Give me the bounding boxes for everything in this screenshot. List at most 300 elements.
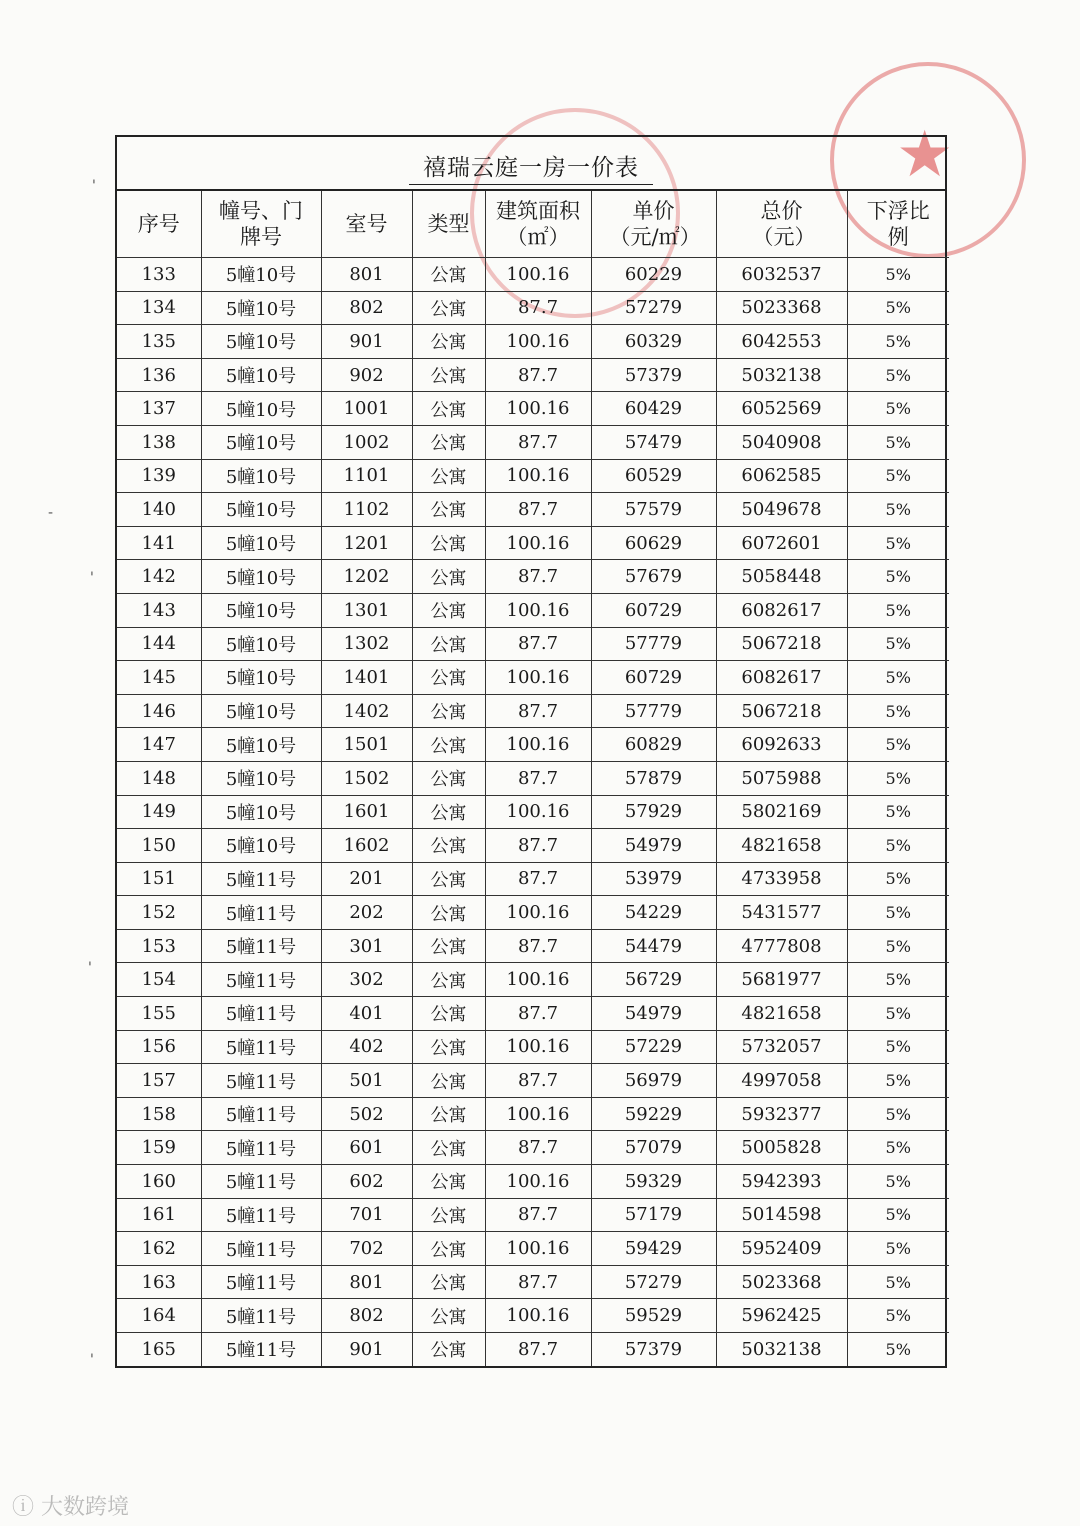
cell-type: 公寓 [412, 459, 485, 493]
cell-seq: 149 [117, 795, 201, 829]
cell-seq: 163 [117, 1265, 201, 1299]
cell-seq: 153 [117, 929, 201, 963]
cell-type: 公寓 [412, 1030, 485, 1064]
cell-unit-price: 60529 [591, 459, 716, 493]
cell-area: 100.16 [485, 661, 591, 695]
table-row [117, 1232, 949, 1266]
cell-discount: 5% [847, 1097, 949, 1131]
table-row [117, 493, 949, 527]
cell-total-price: 5431577 [716, 896, 847, 930]
cell-unit-price: 60729 [591, 661, 716, 695]
cell-unit-price: 59429 [591, 1232, 716, 1266]
cell-room: 602 [321, 1165, 412, 1199]
page-title: 禧瑞云庭一房一价表 [409, 149, 653, 185]
cell-seq: 157 [117, 1064, 201, 1098]
cell-unit-price: 53979 [591, 862, 716, 896]
cell-room: 501 [321, 1064, 412, 1098]
cell-building: 5幢11号 [201, 1299, 321, 1333]
cell-seq: 159 [117, 1131, 201, 1165]
cell-type: 公寓 [412, 291, 485, 325]
table-row [117, 997, 949, 1031]
cell-area: 100.16 [485, 1097, 591, 1131]
cell-discount: 5% [847, 997, 949, 1031]
cell-building: 5幢10号 [201, 493, 321, 527]
cell-discount: 5% [847, 929, 949, 963]
cell-unit-price: 57179 [591, 1198, 716, 1232]
table-row [117, 526, 949, 560]
cell-type: 公寓 [412, 795, 485, 829]
scan-speck: - [48, 505, 54, 521]
cell-unit-price: 57379 [591, 1333, 716, 1366]
cell-area: 87.7 [485, 829, 591, 863]
cell-type: 公寓 [412, 829, 485, 863]
cell-type: 公寓 [412, 560, 485, 594]
cell-unit-price: 57079 [591, 1131, 716, 1165]
table-row [117, 829, 949, 863]
cell-room: 1102 [321, 493, 412, 527]
table-row [117, 560, 949, 594]
cell-unit-price: 57479 [591, 425, 716, 459]
cell-seq: 151 [117, 862, 201, 896]
table-row [117, 1165, 949, 1199]
cell-type: 公寓 [412, 661, 485, 695]
cell-room: 1001 [321, 392, 412, 426]
cell-seq: 146 [117, 694, 201, 728]
header-area: 建筑面积（㎡） [485, 191, 591, 258]
seal-star-icon: ★ [896, 118, 954, 192]
cell-seq: 160 [117, 1165, 201, 1199]
table-row [117, 661, 949, 695]
cell-seq: 148 [117, 761, 201, 795]
cell-unit-price: 57579 [591, 493, 716, 527]
cell-building: 5幢11号 [201, 1265, 321, 1299]
cell-room: 801 [321, 258, 412, 292]
cell-discount: 5% [847, 1232, 949, 1266]
cell-seq: 152 [117, 896, 201, 930]
cell-total-price: 5058448 [716, 560, 847, 594]
cell-room: 202 [321, 896, 412, 930]
cell-unit-price: 59329 [591, 1165, 716, 1199]
table-row [117, 291, 949, 325]
cell-area: 87.7 [485, 929, 591, 963]
cell-unit-price: 60629 [591, 526, 716, 560]
table-row [117, 761, 949, 795]
cell-unit-price: 54229 [591, 896, 716, 930]
cell-unit-price: 57279 [591, 1265, 716, 1299]
cell-room: 1201 [321, 526, 412, 560]
cell-discount: 5% [847, 291, 949, 325]
cell-discount: 5% [847, 627, 949, 661]
cell-building: 5幢11号 [201, 1198, 321, 1232]
cell-room: 1002 [321, 425, 412, 459]
cell-room: 601 [321, 1131, 412, 1165]
cell-area: 100.16 [485, 1299, 591, 1333]
cell-unit-price: 57929 [591, 795, 716, 829]
cell-total-price: 5942393 [716, 1165, 847, 1199]
cell-area: 100.16 [485, 392, 591, 426]
cell-seq: 150 [117, 829, 201, 863]
cell-area: 87.7 [485, 425, 591, 459]
cell-type: 公寓 [412, 963, 485, 997]
cell-building: 5幢11号 [201, 1064, 321, 1098]
cell-seq: 136 [117, 358, 201, 392]
cell-unit-price: 60329 [591, 325, 716, 359]
cell-total-price: 6072601 [716, 526, 847, 560]
cell-total-price: 5023368 [716, 291, 847, 325]
cell-total-price: 5032138 [716, 358, 847, 392]
cell-area: 87.7 [485, 1333, 591, 1366]
table-row [117, 896, 949, 930]
cell-area: 100.16 [485, 963, 591, 997]
cell-building: 5幢10号 [201, 291, 321, 325]
cell-building: 5幢10号 [201, 258, 321, 292]
cell-unit-price: 57679 [591, 560, 716, 594]
cell-total-price: 4997058 [716, 1064, 847, 1098]
cell-discount: 5% [847, 1030, 949, 1064]
cell-discount: 5% [847, 425, 949, 459]
cell-total-price: 6052569 [716, 392, 847, 426]
cell-type: 公寓 [412, 627, 485, 661]
cell-area: 87.7 [485, 1265, 591, 1299]
cell-room: 802 [321, 1299, 412, 1333]
cell-area: 100.16 [485, 593, 591, 627]
cell-room: 701 [321, 1198, 412, 1232]
cell-discount: 5% [847, 493, 949, 527]
cell-total-price: 6042553 [716, 325, 847, 359]
cell-discount: 5% [847, 862, 949, 896]
cell-discount: 5% [847, 1333, 949, 1366]
cell-seq: 142 [117, 560, 201, 594]
cell-discount: 5% [847, 526, 949, 560]
header-total-price: 总价（元） [716, 191, 847, 258]
table-row [117, 1265, 949, 1299]
cell-room: 502 [321, 1097, 412, 1131]
cell-total-price: 6082617 [716, 593, 847, 627]
table-row [117, 1198, 949, 1232]
cell-room: 1602 [321, 829, 412, 863]
cell-building: 5幢11号 [201, 862, 321, 896]
cell-discount: 5% [847, 560, 949, 594]
cell-area: 100.16 [485, 1030, 591, 1064]
table-row [117, 728, 949, 762]
cell-area: 87.7 [485, 1131, 591, 1165]
cell-area: 100.16 [485, 459, 591, 493]
cell-total-price: 4777808 [716, 929, 847, 963]
cell-seq: 138 [117, 425, 201, 459]
cell-room: 1302 [321, 627, 412, 661]
cell-building: 5幢10号 [201, 829, 321, 863]
cell-discount: 5% [847, 829, 949, 863]
scan-speck: ' [88, 960, 92, 976]
cell-unit-price: 56729 [591, 963, 716, 997]
cell-total-price: 5932377 [716, 1097, 847, 1131]
cell-discount: 5% [847, 1265, 949, 1299]
cell-room: 901 [321, 325, 412, 359]
cell-room: 902 [321, 358, 412, 392]
cell-discount: 5% [847, 325, 949, 359]
cell-total-price: 6082617 [716, 661, 847, 695]
cell-discount: 5% [847, 963, 949, 997]
cell-area: 100.16 [485, 728, 591, 762]
table-row [117, 358, 949, 392]
watermark-icon: ⓘ [12, 1495, 35, 1520]
cell-discount: 5% [847, 896, 949, 930]
cell-room: 801 [321, 1265, 412, 1299]
table-row [117, 1131, 949, 1165]
table-row [117, 1030, 949, 1064]
cell-area: 100.16 [485, 258, 591, 292]
cell-room: 1101 [321, 459, 412, 493]
table-row [117, 1097, 949, 1131]
cell-room: 201 [321, 862, 412, 896]
table-row [117, 1333, 949, 1366]
cell-type: 公寓 [412, 1131, 485, 1165]
cell-unit-price: 54979 [591, 829, 716, 863]
cell-discount: 5% [847, 761, 949, 795]
cell-total-price: 5049678 [716, 493, 847, 527]
cell-total-price: 6092633 [716, 728, 847, 762]
cell-room: 1502 [321, 761, 412, 795]
cell-discount: 5% [847, 1299, 949, 1333]
table-row [117, 459, 949, 493]
cell-area: 87.7 [485, 493, 591, 527]
cell-total-price: 5014598 [716, 1198, 847, 1232]
cell-total-price: 5802169 [716, 795, 847, 829]
table-row [117, 627, 949, 661]
cell-seq: 137 [117, 392, 201, 426]
cell-area: 87.7 [485, 1064, 591, 1098]
cell-area: 87.7 [485, 1198, 591, 1232]
cell-unit-price: 60729 [591, 593, 716, 627]
cell-building: 5幢11号 [201, 929, 321, 963]
cell-building: 5幢11号 [201, 997, 321, 1031]
table-row [117, 325, 949, 359]
table-row [117, 1299, 949, 1333]
cell-seq: 158 [117, 1097, 201, 1131]
cell-type: 公寓 [412, 1299, 485, 1333]
cell-total-price: 5067218 [716, 694, 847, 728]
cell-discount: 5% [847, 593, 949, 627]
cell-room: 901 [321, 1333, 412, 1366]
cell-discount: 5% [847, 358, 949, 392]
table-row [117, 929, 949, 963]
cell-building: 5幢11号 [201, 896, 321, 930]
cell-area: 87.7 [485, 627, 591, 661]
cell-unit-price: 59229 [591, 1097, 716, 1131]
cell-discount: 5% [847, 459, 949, 493]
cell-type: 公寓 [412, 1232, 485, 1266]
cell-type: 公寓 [412, 258, 485, 292]
cell-building: 5幢11号 [201, 1333, 321, 1366]
cell-total-price: 5005828 [716, 1131, 847, 1165]
cell-building: 5幢11号 [201, 963, 321, 997]
cell-seq: 156 [117, 1030, 201, 1064]
table-row [117, 963, 949, 997]
header-room: 室号 [321, 191, 412, 258]
cell-seq: 164 [117, 1299, 201, 1333]
cell-type: 公寓 [412, 392, 485, 426]
cell-unit-price: 57279 [591, 291, 716, 325]
cell-room: 1202 [321, 560, 412, 594]
cell-type: 公寓 [412, 728, 485, 762]
cell-total-price: 4733958 [716, 862, 847, 896]
cell-area: 87.7 [485, 291, 591, 325]
cell-unit-price: 57779 [591, 627, 716, 661]
cell-discount: 5% [847, 728, 949, 762]
cell-type: 公寓 [412, 1165, 485, 1199]
cell-building: 5幢10号 [201, 425, 321, 459]
cell-seq: 139 [117, 459, 201, 493]
cell-area: 100.16 [485, 526, 591, 560]
cell-building: 5幢10号 [201, 728, 321, 762]
table-row [117, 425, 949, 459]
cell-type: 公寓 [412, 896, 485, 930]
title-row [117, 137, 945, 191]
cell-discount: 5% [847, 392, 949, 426]
cell-area: 87.7 [485, 997, 591, 1031]
cell-building: 5幢10号 [201, 358, 321, 392]
table-header-row [117, 191, 949, 258]
cell-building: 5幢10号 [201, 392, 321, 426]
cell-total-price: 5962425 [716, 1299, 847, 1333]
cell-area: 87.7 [485, 694, 591, 728]
cell-total-price: 5023368 [716, 1265, 847, 1299]
cell-type: 公寓 [412, 862, 485, 896]
cell-type: 公寓 [412, 593, 485, 627]
table-row [117, 392, 949, 426]
cell-type: 公寓 [412, 694, 485, 728]
cell-area: 100.16 [485, 896, 591, 930]
cell-type: 公寓 [412, 425, 485, 459]
price-table [117, 191, 949, 1366]
cell-unit-price: 57779 [591, 694, 716, 728]
cell-unit-price: 60429 [591, 392, 716, 426]
cell-type: 公寓 [412, 1265, 485, 1299]
scan-speck: ' [92, 178, 96, 194]
cell-discount: 5% [847, 1165, 949, 1199]
cell-room: 1401 [321, 661, 412, 695]
cell-total-price: 5681977 [716, 963, 847, 997]
header-discount: 下浮比例 [847, 191, 949, 258]
table-row [117, 862, 949, 896]
cell-seq: 165 [117, 1333, 201, 1366]
cell-type: 公寓 [412, 325, 485, 359]
cell-seq: 155 [117, 997, 201, 1031]
cell-unit-price: 60829 [591, 728, 716, 762]
table-row [117, 258, 949, 292]
cell-building: 5幢10号 [201, 459, 321, 493]
cell-area: 100.16 [485, 795, 591, 829]
cell-building: 5幢10号 [201, 560, 321, 594]
cell-discount: 5% [847, 795, 949, 829]
cell-discount: 5% [847, 1064, 949, 1098]
cell-type: 公寓 [412, 358, 485, 392]
cell-building: 5幢10号 [201, 661, 321, 695]
cell-total-price: 5040908 [716, 425, 847, 459]
cell-type: 公寓 [412, 1064, 485, 1098]
cell-type: 公寓 [412, 761, 485, 795]
cell-area: 100.16 [485, 325, 591, 359]
cell-discount: 5% [847, 694, 949, 728]
cell-unit-price: 54479 [591, 929, 716, 963]
cell-room: 1402 [321, 694, 412, 728]
cell-total-price: 4821658 [716, 997, 847, 1031]
cell-unit-price: 60229 [591, 258, 716, 292]
header-seq: 序号 [117, 191, 201, 258]
cell-building: 5幢10号 [201, 795, 321, 829]
cell-discount: 5% [847, 661, 949, 695]
cell-building: 5幢11号 [201, 1030, 321, 1064]
cell-room: 1601 [321, 795, 412, 829]
cell-unit-price: 56979 [591, 1064, 716, 1098]
cell-unit-price: 57229 [591, 1030, 716, 1064]
cell-area: 87.7 [485, 761, 591, 795]
cell-unit-price: 57379 [591, 358, 716, 392]
cell-total-price: 5032138 [716, 1333, 847, 1366]
cell-seq: 140 [117, 493, 201, 527]
cell-area: 87.7 [485, 560, 591, 594]
scan-speck: ' [90, 570, 94, 586]
cell-building: 5幢10号 [201, 761, 321, 795]
table-row [117, 694, 949, 728]
cell-total-price: 5732057 [716, 1030, 847, 1064]
cell-type: 公寓 [412, 1198, 485, 1232]
cell-discount: 5% [847, 258, 949, 292]
cell-type: 公寓 [412, 526, 485, 560]
cell-discount: 5% [847, 1198, 949, 1232]
cell-seq: 161 [117, 1198, 201, 1232]
cell-room: 301 [321, 929, 412, 963]
cell-seq: 154 [117, 963, 201, 997]
table-row [117, 1064, 949, 1098]
cell-building: 5幢11号 [201, 1232, 321, 1266]
cell-room: 1501 [321, 728, 412, 762]
cell-type: 公寓 [412, 997, 485, 1031]
cell-area: 87.7 [485, 358, 591, 392]
cell-building: 5幢10号 [201, 627, 321, 661]
cell-total-price: 5952409 [716, 1232, 847, 1266]
cell-room: 402 [321, 1030, 412, 1064]
watermark-logo [12, 1490, 129, 1521]
cell-total-price: 5067218 [716, 627, 847, 661]
cell-discount: 5% [847, 1131, 949, 1165]
table-row [117, 593, 949, 627]
cell-unit-price: 59529 [591, 1299, 716, 1333]
cell-room: 302 [321, 963, 412, 997]
cell-building: 5幢11号 [201, 1097, 321, 1131]
cell-building: 5幢11号 [201, 1165, 321, 1199]
cell-building: 5幢10号 [201, 325, 321, 359]
cell-seq: 141 [117, 526, 201, 560]
table-row [117, 795, 949, 829]
cell-area: 100.16 [485, 1165, 591, 1199]
cell-room: 702 [321, 1232, 412, 1266]
cell-room: 401 [321, 997, 412, 1031]
header-building: 幢号、门牌号 [201, 191, 321, 258]
cell-room: 802 [321, 291, 412, 325]
cell-building: 5幢11号 [201, 1131, 321, 1165]
cell-seq: 143 [117, 593, 201, 627]
header-unit-price: 单价（元/㎡） [591, 191, 716, 258]
price-table-sheet [115, 135, 947, 1368]
cell-total-price: 6062585 [716, 459, 847, 493]
cell-seq: 133 [117, 258, 201, 292]
cell-building: 5幢10号 [201, 526, 321, 560]
cell-room: 1301 [321, 593, 412, 627]
cell-type: 公寓 [412, 1333, 485, 1366]
cell-unit-price: 57879 [591, 761, 716, 795]
cell-area: 100.16 [485, 1232, 591, 1266]
